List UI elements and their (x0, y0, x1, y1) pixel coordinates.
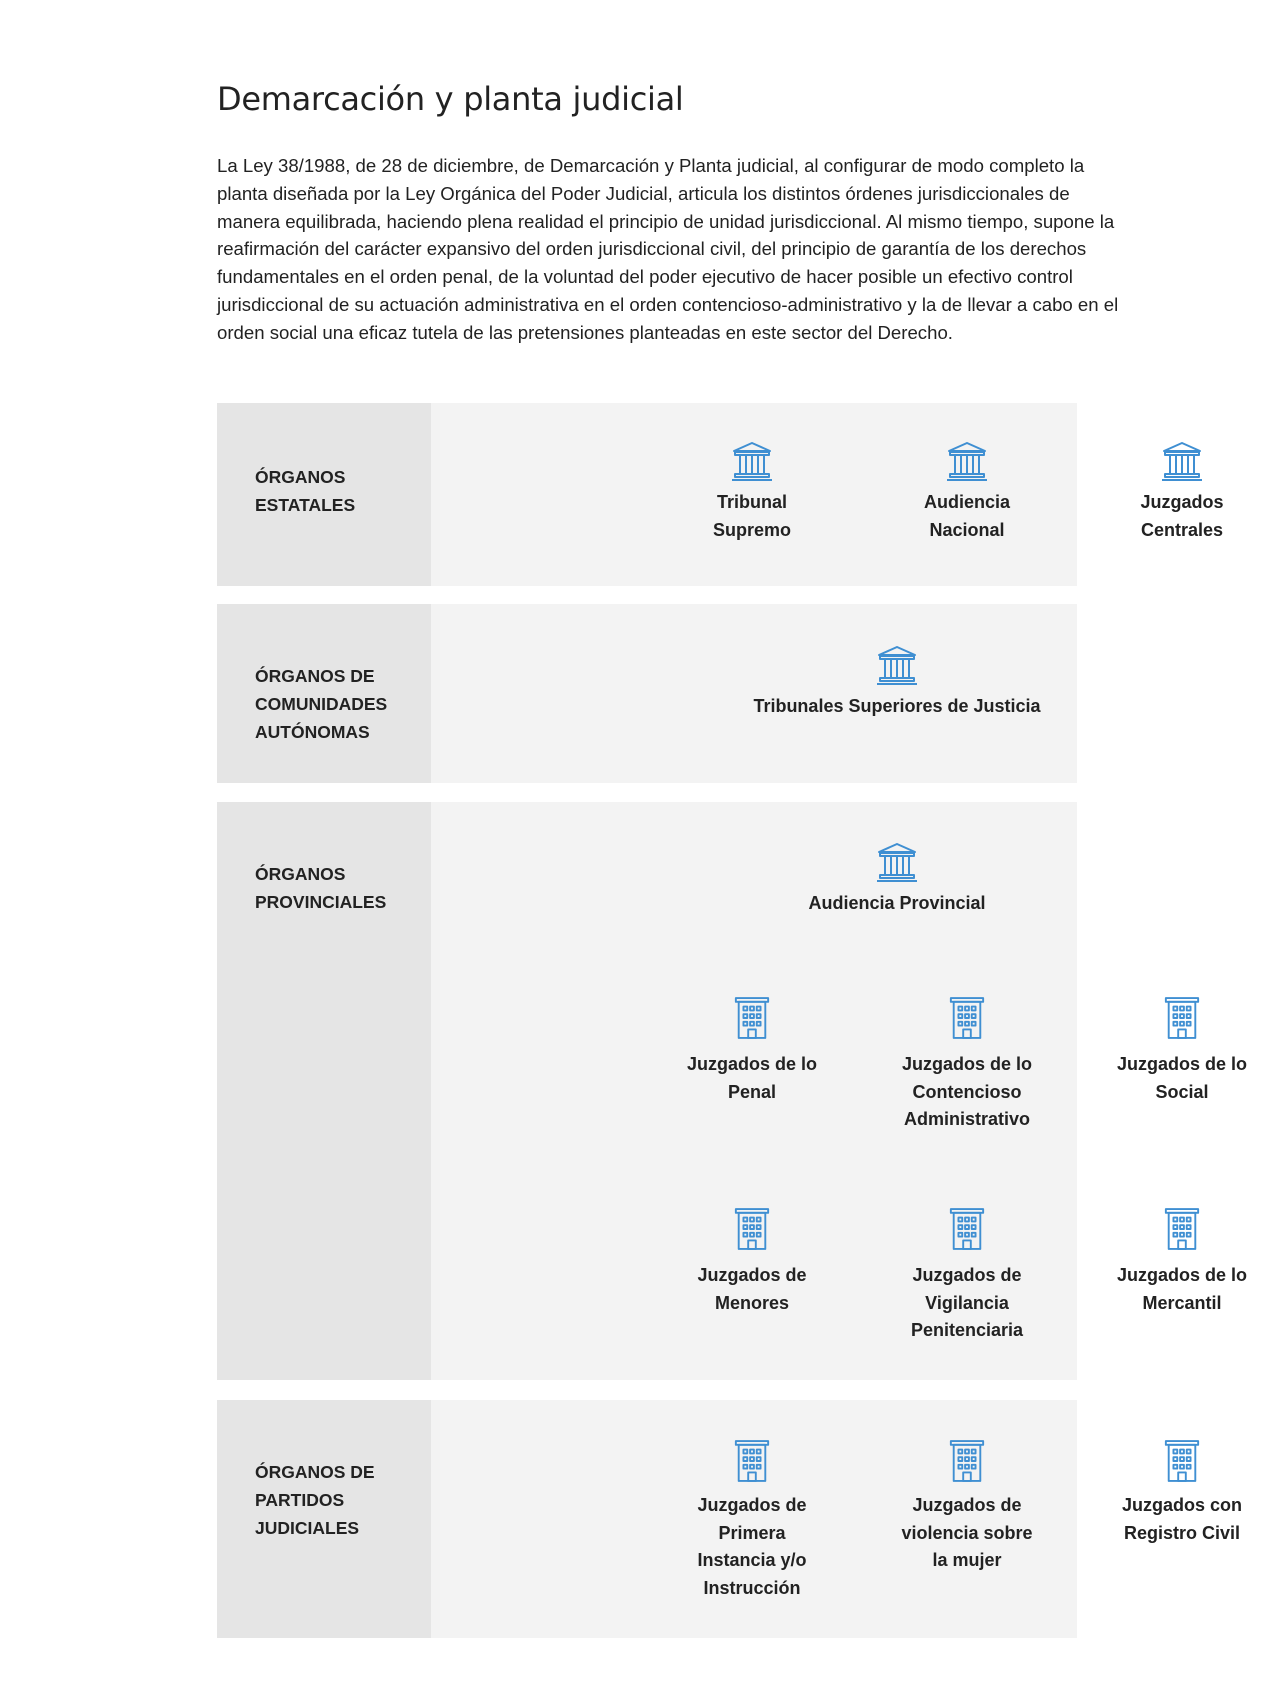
organ-label: Juzgados de Vigilancia Penitenciaria (910, 1265, 1024, 1340)
organ-juzgados-contencioso[interactable] (872, 995, 1062, 1134)
section-label-text: ÓRGANOS ESTATALES (255, 467, 356, 515)
organ-label: Tribunal Supremo (712, 492, 791, 540)
section-content (431, 1400, 1242, 1638)
office-building-icon (733, 1206, 771, 1252)
organ-label: Audiencia Nacional (923, 492, 1011, 540)
organ-juzgados-social[interactable] (1087, 995, 1277, 1106)
intro-paragraph: La Ley 38/1988, de 28 de diciembre, de Demarcación y Planta judicial, al configurar de modo completo la planta diseñada por la Ley Orgánica del Poder Judicial, articula los distintos órdenes jurisdiccionales de manera equilibrada, haciendo plena realidad el principio de unidad jurisdiccional. Al mismo tiempo, supone la reafirmación del carácter expansivo del orden jurisdiccional civil, del principio de garantía de los derechos fundamentales en el orden penal, de la voluntad del poder ejecutivo de hacer posible un efectivo control jurisdiccional de su actuación administrativa en el orden contencioso-administrativo y la de llevar a cabo en el orden social una eficaz tutela de las pretensiones planteadas en este sector del Derecho. (217, 155, 1119, 343)
office-building-icon (733, 1438, 771, 1484)
organ-label: Juzgados de Primera Instancia y/o Instrucción (697, 1495, 807, 1598)
section-content (431, 604, 1077, 783)
organ-label: Juzgados de lo Social (1116, 1054, 1248, 1102)
section-provinciales (217, 802, 1248, 1380)
organ-label: Audiencia Provincial (808, 893, 986, 913)
organ-tribunales-superiores[interactable] (717, 643, 1077, 721)
section-label-text: ÓRGANOS DE PARTIDOS JUDICIALES (255, 1462, 375, 1538)
section-label (217, 403, 431, 586)
organ-juzgados-vigilancia[interactable] (872, 1206, 1062, 1345)
courthouse-icon (730, 439, 774, 483)
organ-tribunal-supremo[interactable] (657, 439, 847, 544)
office-building-icon (733, 995, 771, 1041)
organ-label: Juzgados de lo Contencioso Administrativo (901, 1054, 1033, 1129)
section-autonomas (217, 604, 1077, 783)
organ-violencia-mujer[interactable] (872, 1438, 1062, 1575)
office-building-icon (948, 1206, 986, 1252)
organ-label: Juzgados de lo Penal (686, 1054, 818, 1102)
organ-audiencia-provincial[interactable] (757, 840, 1037, 918)
courthouse-icon (875, 840, 919, 884)
section-content (431, 802, 1248, 1380)
courthouse-icon (945, 439, 989, 483)
section-partidos (217, 1400, 1242, 1638)
organ-label: Tribunales Superiores de Justicia (753, 696, 1041, 716)
organ-audiencia-nacional[interactable] (872, 439, 1062, 544)
organ-label: Juzgados de Menores (697, 1265, 807, 1313)
section-estatales (217, 403, 1224, 586)
organ-label: Juzgados Centrales (1140, 492, 1224, 540)
organ-juzgados-menores[interactable] (657, 1206, 847, 1317)
courthouse-icon (1160, 439, 1204, 483)
courthouse-icon (875, 643, 919, 687)
organ-label: Juzgados de violencia sobre la mujer (901, 1495, 1033, 1570)
organ-label: Juzgados con Registro Civil (1121, 1495, 1242, 1543)
section-content (431, 403, 1224, 586)
section-label-text: ÓRGANOS DE COMUNIDADES AUTÓNOMAS (255, 666, 388, 742)
organ-juzgados-mercantil[interactable] (1087, 1206, 1277, 1317)
page-title: Demarcación y planta judicial (217, 80, 684, 118)
office-building-icon (1163, 1206, 1201, 1252)
section-label (217, 1400, 431, 1638)
office-building-icon (1163, 995, 1201, 1041)
office-building-icon (948, 1438, 986, 1484)
office-building-icon (1163, 1438, 1201, 1484)
section-label (217, 604, 431, 783)
organ-primera-instancia[interactable] (657, 1438, 847, 1602)
organ-juzgados-penal[interactable] (657, 995, 847, 1106)
organ-juzgados-centrales[interactable] (1087, 439, 1277, 544)
organ-registro-civil[interactable] (1087, 1438, 1277, 1547)
section-label (217, 802, 431, 1380)
organ-label: Juzgados de lo Mercantil (1116, 1265, 1248, 1313)
section-label-text: ÓRGANOS PROVINCIALES (255, 864, 387, 912)
office-building-icon (948, 995, 986, 1041)
